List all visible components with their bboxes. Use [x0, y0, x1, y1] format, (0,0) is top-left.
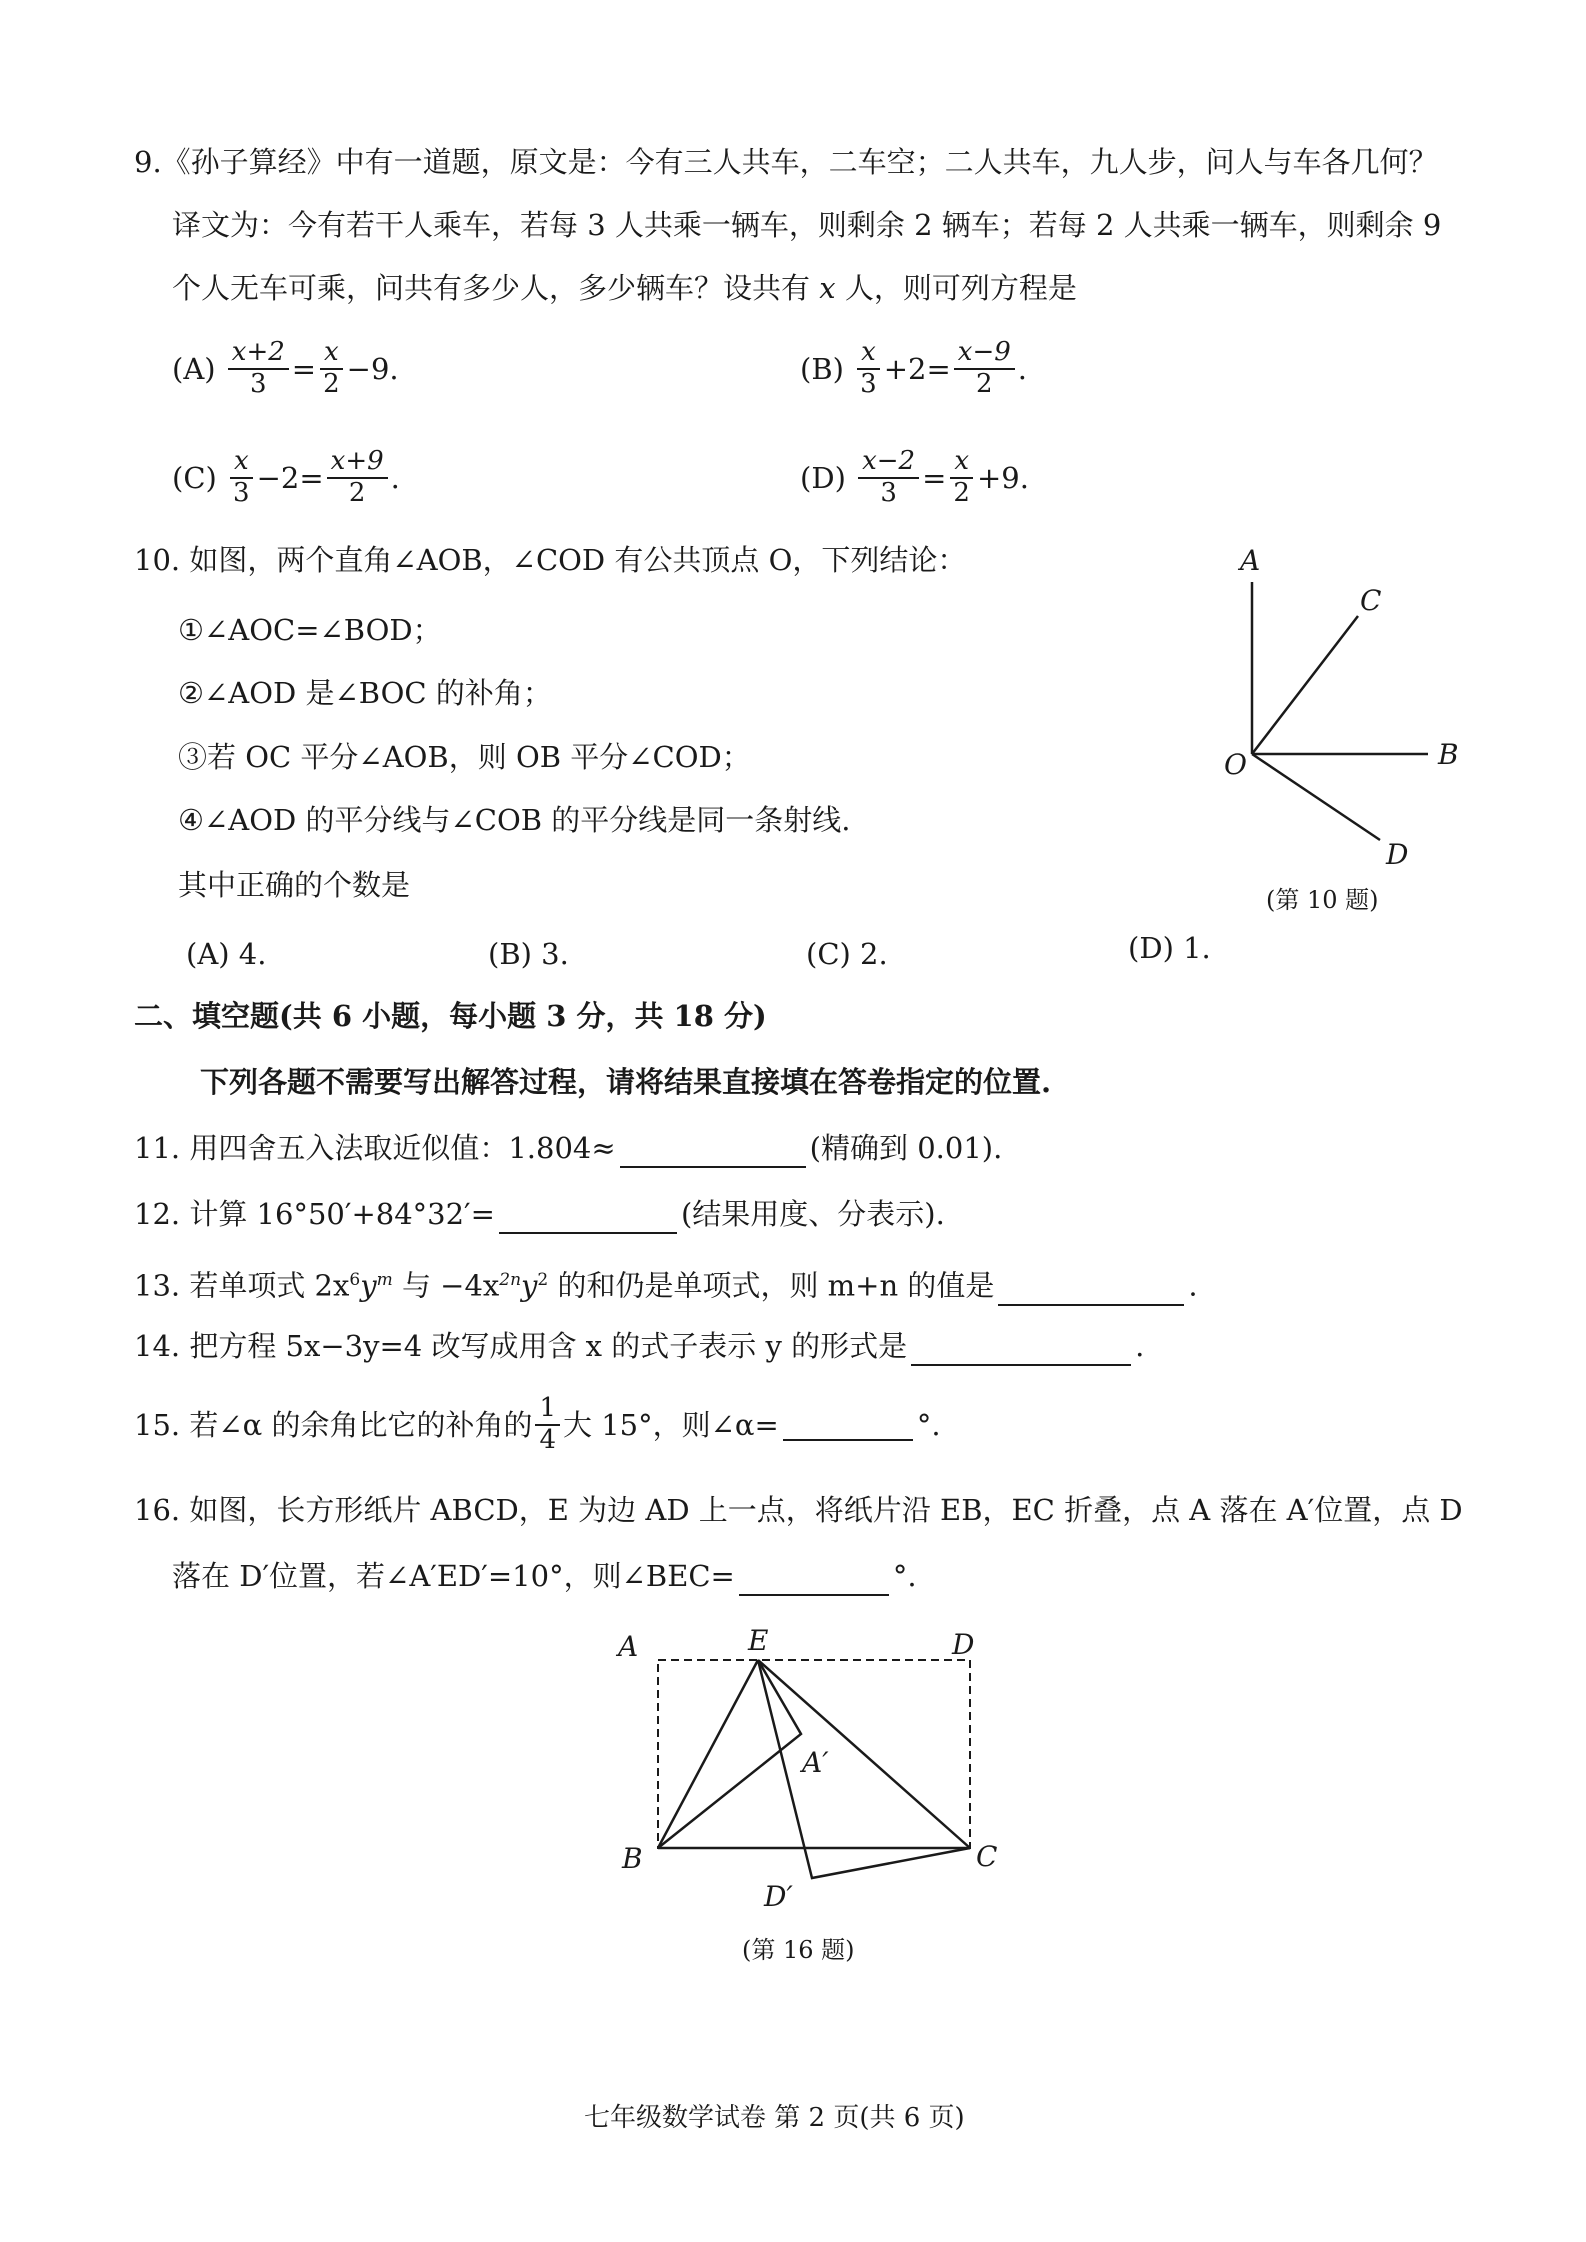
section2-instruction: 下列各题不需要写出解答过程，请将结果直接填在答卷指定的位置.	[200, 1065, 1052, 1099]
point-label-b: B	[1438, 738, 1459, 771]
q15: 15. 若∠α 的余角比它的补角的 $\frac{1}{4}$ 大 15°，则∠α= °.	[134, 1393, 941, 1455]
q15-answer-blank	[783, 1409, 913, 1441]
q10-ask: 其中正确的个数是	[178, 868, 411, 902]
ray-oc	[1252, 616, 1358, 754]
point-label-a-prime: A′	[802, 1746, 829, 1779]
q9-option-a: (A) $\frac{x+2}{3}$ = $\frac{x}{2}$ −9.	[172, 337, 399, 399]
q10-angle-figure	[1200, 540, 1500, 880]
segment-eb	[658, 1660, 758, 1848]
q16-line1: 16. 如图，长方形纸片 ABCD，E 为边 AD 上一点，将纸片沿 EB，EC 折叠，点 A 落在 A′位置，点 D	[134, 1493, 1463, 1527]
q11-answer-blank	[620, 1136, 806, 1168]
segment-ec	[758, 1660, 970, 1848]
q16-caption: (第 16 题)	[742, 1936, 855, 1964]
point-label-a: A	[1240, 544, 1261, 577]
ray-od	[1252, 754, 1380, 840]
point-label-c: C	[976, 1840, 998, 1873]
q9-option-b: (B) $\frac{x}{3}$ +2= $\frac{x-9}{2}$ .	[800, 337, 1027, 399]
point-label-d: D	[952, 1628, 975, 1661]
q13-answer-blank	[998, 1274, 1184, 1306]
page-footer: 七年级数学试卷 第 2 页(共 6 页)	[584, 2103, 965, 2133]
q9-option-d: (D) $\frac{x-2}{3}$ = $\frac{x}{2}$ +9.	[800, 446, 1029, 508]
q13: 13. 若单项式 $2x^6y^m$ 与 $-4x^{2n}y^2$ 的和仍是单项式，则 m+n 的值是 .	[134, 1260, 1198, 1306]
q10-statement-1: ①∠AOC=∠BOD；	[178, 613, 442, 647]
q10-statement-2: ②∠AOD 是∠BOC 的补角；	[178, 676, 552, 710]
q10-option-d: (D) 1.	[1128, 931, 1211, 965]
q14-answer-blank	[911, 1334, 1131, 1366]
q16-answer-blank	[739, 1564, 889, 1596]
q10-statement-3: ③若 OC 平分∠AOB，则 OB 平分∠COD；	[178, 740, 751, 774]
point-label-d-prime: D′	[764, 1880, 793, 1913]
q10-option-a: (A) 4.	[186, 937, 267, 971]
q10-option-c: (C) 2.	[806, 937, 888, 971]
q14: 14. 把方程 5x−3y=4 改写成用含 x 的式子表示 y 的形式是 .	[134, 1326, 1144, 1366]
q10-option-b: (B) 3.	[488, 937, 569, 971]
q9-line1: 9.《孙子算经》中有一道题，原文是：今有三人共车，二车空；二人共车，九人步，问人与车各几何？	[134, 145, 1438, 179]
folded-triangle-d	[758, 1660, 970, 1878]
q9-line2: 译文为：今有若干人乘车，若每 3 人共乘一辆车，则剩余 2 辆车；若每 2 人共乘一辆车，则剩余 9	[172, 208, 1442, 242]
folded-triangle-a	[658, 1660, 801, 1848]
point-label-o: O	[1224, 748, 1247, 781]
point-label-a: A	[618, 1630, 639, 1663]
q10-statement-4: ④∠AOD 的平分线与∠COB 的平分线是同一条射线.	[178, 803, 851, 837]
point-label-c: C	[1360, 584, 1382, 617]
q12: 12. 计算 16°50′+84°32′= (结果用度、分表示).	[134, 1194, 945, 1234]
point-label-b: B	[622, 1842, 643, 1875]
q10-caption: (第 10 题)	[1266, 886, 1379, 914]
point-label-d: D	[1386, 838, 1409, 871]
q9-option-c: (C) $\frac{x}{3}$ −2= $\frac{x+9}{2}$ .	[172, 446, 400, 508]
q10-stem: 10. 如图，两个直角∠AOB，∠COD 有公共顶点 O，下列结论：	[134, 543, 967, 577]
q11: 11. 用四舍五入法取近似值：1.804≈ (精确到 0.01).	[134, 1128, 1002, 1168]
q16-line2: 落在 D′位置，若∠A′ED′=10°，则∠BEC= °.	[172, 1556, 917, 1596]
q12-answer-blank	[499, 1202, 677, 1234]
point-label-e: E	[748, 1624, 769, 1657]
q16-fold-figure	[600, 1620, 1020, 1920]
section2-title: 二、填空题(共 6 小题，每小题 3 分，共 18 分)	[134, 999, 767, 1033]
q9-line3: 个人无车可乘，问共有多少人，多少辆车？设共有 x 人，则可列方程是	[172, 271, 1077, 305]
